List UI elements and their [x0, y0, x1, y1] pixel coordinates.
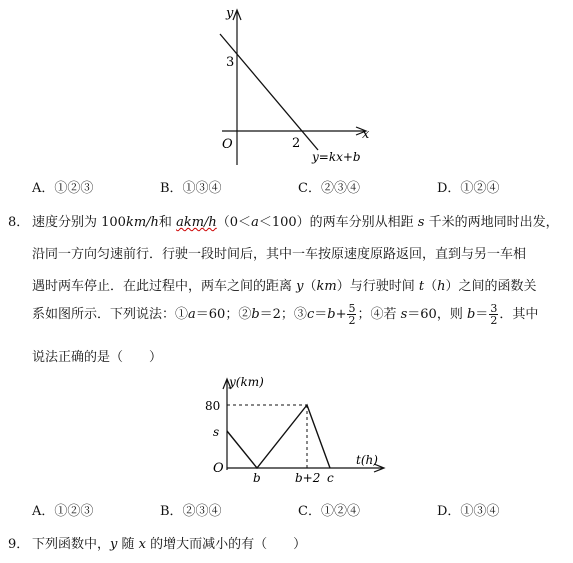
option-d[interactable]: D．①②④ [437, 181, 500, 196]
function-line [220, 34, 318, 150]
option-b[interactable]: B．①③④ [160, 181, 222, 196]
linear-function-graph [200, 0, 380, 170]
fraction-five-halves: $\frac{5}{2}$ [348, 302, 356, 327]
question-8-line-3: 遇时两车停止．在此过程中，两车之间的距离 y（km）与行驶时间 t（h）之间的函数关 [32, 279, 537, 294]
line-equation-label: y=kx+b [312, 150, 361, 164]
question-9-number: 9． [8, 537, 30, 552]
distance-time-graph [195, 372, 395, 490]
option-b[interactable]: B．②③④ [160, 504, 222, 519]
question-8-line-2: 沿同一方向匀速前行．行驶一段时间后，其中一车按原速度原路返回，直到与另一车相 [32, 247, 527, 262]
y-intercept-label: 3 [226, 55, 235, 70]
question-8-number: 8． [8, 215, 30, 230]
y-axis-label: y(km) [229, 375, 264, 389]
x-tick-c: c [327, 471, 334, 485]
question-8-line-5: 说法正确的是（ ） [32, 350, 163, 365]
origin-label: O [222, 137, 233, 152]
option-a[interactable]: A．①②③ [32, 181, 94, 196]
y-tick-80: 80 [205, 399, 221, 413]
option-c[interactable]: C．①②④ [298, 504, 360, 519]
option-a[interactable]: A．①②③ [32, 504, 94, 519]
option-c[interactable]: C．②③④ [298, 181, 360, 196]
option-d[interactable]: D．①③④ [437, 504, 500, 519]
x-intercept-label: 2 [292, 136, 301, 151]
x-tick-b-plus-2: b+2 [295, 471, 321, 485]
question-8-line-4: 系如图所示．下列说法：①a＝60；②b＝2；③c＝b+ $\frac{5}{2}$ ；④若 s＝60，则 b＝ $\frac{3}{2}$ ．其中 [32, 302, 539, 327]
question-9-text: 下列函数中，y 随 x 的增大而减小的有（ ） [32, 537, 307, 552]
fraction-three-halves: $\frac{3}{2}$ [490, 302, 498, 327]
y-tick-s: s [213, 425, 220, 439]
y-axis-label: y [226, 6, 234, 21]
x-tick-b: b [253, 471, 261, 485]
question-8-line-1: 速度分别为 100km/h和 akm/h（0＜a＜100）的两车分别从相距 s 千米的两地同时出发， [32, 215, 559, 230]
x-axis-label: x [362, 127, 370, 142]
origin-label: O [213, 461, 224, 476]
x-axis-label: t(h) [356, 453, 378, 467]
distance-polyline [227, 405, 330, 468]
